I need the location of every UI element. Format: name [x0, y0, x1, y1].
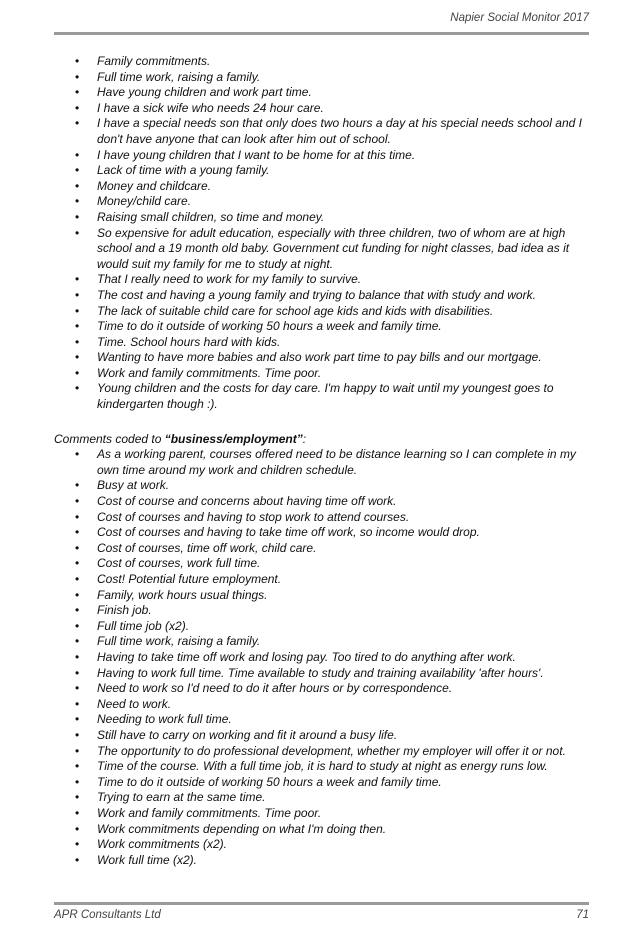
footer-rule — [54, 902, 589, 905]
list-item: • Cost of course and concerns about having time off work. — [97, 494, 589, 510]
list-item: • Raising small children, so time and money. — [97, 210, 589, 226]
list-item: • Young children and the costs for day care. I'm happy to wait until my youngest goes to kindergarten though :). — [97, 381, 589, 412]
list-item: • So expensive for adult education, especially with three children, two of whom are at high school and a 19 month old baby. Government cut funding for night classes, bad idea as it would suit my family for me to study at night. — [97, 226, 589, 273]
list-item: • Time. School hours hard with kids. — [97, 335, 589, 351]
list-item: • Wanting to have more babies and also work part time to pay bills and our mortgage. — [97, 350, 589, 366]
page-content — [54, 54, 589, 868]
family-comments-list — [54, 54, 589, 413]
list-item: • Work commitments (x2). — [97, 837, 589, 853]
list-item: • The cost and having a young family and trying to balance that with study and work. — [97, 288, 589, 304]
section-heading-prefix: Comments coded to — [54, 431, 165, 446]
list-item: • Time of the course. With a full time job, it is hard to study at night as energy runs low. — [97, 759, 589, 775]
list-item: • Cost of courses and having to stop work to attend courses. — [97, 510, 589, 526]
list-item: • Money and childcare. — [97, 179, 589, 195]
list-item: • Cost! Potential future employment. — [97, 572, 589, 588]
list-item: • Lack of time with a young family. — [97, 163, 589, 179]
list-item: • Work full time (x2). — [97, 853, 589, 869]
list-item: • Having to take time off work and losing pay. Too tired to do anything after work. — [97, 650, 589, 666]
list-item: • Family, work hours usual things. — [97, 588, 589, 604]
list-item: • Cost of courses, time off work, child care. — [97, 541, 589, 557]
list-item: • Time to do it outside of working 50 hours a week and family time. — [97, 319, 589, 335]
list-item: • Family commitments. — [97, 54, 589, 70]
list-item: • Work and family commitments. Time poor. — [97, 366, 589, 382]
section-heading-code: “business/employment” — [164, 431, 303, 446]
list-item: • Have young children and work part time. — [97, 85, 589, 101]
business-employment-comments-list — [54, 447, 589, 868]
section-heading-suffix: : — [302, 431, 307, 446]
list-item: • That I really need to work for my family to survive. — [97, 272, 589, 288]
list-item: • Finish job. — [97, 603, 589, 619]
list-item: • Money/child care. — [97, 194, 589, 210]
list-item: • Cost of courses, work full time. — [97, 556, 589, 572]
list-item: • Work commitments depending on what I'm doing then. — [97, 822, 589, 838]
list-item: • Need to work. — [97, 697, 589, 713]
list-item: • Needing to work full time. — [97, 712, 589, 728]
list-item: • Still have to carry on working and fit it around a busy life. — [97, 728, 589, 744]
list-item: • Full time job (x2). — [97, 619, 589, 635]
header-rule — [54, 32, 589, 35]
list-item: • Full time work, raising a family. — [97, 70, 589, 86]
header-title: Napier Social Monitor 2017 — [450, 12, 589, 24]
section-heading-business-employment — [54, 432, 589, 448]
list-item: • Trying to earn at the same time. — [97, 790, 589, 806]
list-item: • Time to do it outside of working 50 hours a week and family time. — [97, 775, 589, 791]
page-number: 71 — [576, 909, 589, 921]
footer-company: APR Consultants Ltd — [54, 909, 161, 921]
list-item: • The opportunity to do professional development, whether my employer will offer it or not. — [97, 744, 589, 760]
list-item: • I have young children that I want to be home for at this time. — [97, 148, 589, 164]
list-item: • As a working parent, courses offered need to be distance learning so I can complete in my own time around my work and children schedule. — [97, 447, 589, 478]
list-item: • Full time work, raising a family. — [97, 634, 589, 650]
list-item: • I have a special needs son that only does two hours a day at his special needs school and I don't have anyone that can look after him out of school. — [97, 116, 589, 147]
list-item: • Work and family commitments. Time poor. — [97, 806, 589, 822]
list-item: • Having to work full time. Time available to study and training availability 'after hours'. — [97, 666, 589, 682]
list-item: • Cost of courses and having to take time off work, so income would drop. — [97, 525, 589, 541]
list-item: • The lack of suitable child care for school age kids and kids with disabilities. — [97, 304, 589, 320]
page-header — [54, 12, 589, 24]
list-item: • I have a sick wife who needs 24 hour care. — [97, 101, 589, 117]
list-item: • Need to work so I'd need to do it after hours or by correspondence. — [97, 681, 589, 697]
list-item: • Busy at work. — [97, 478, 589, 494]
